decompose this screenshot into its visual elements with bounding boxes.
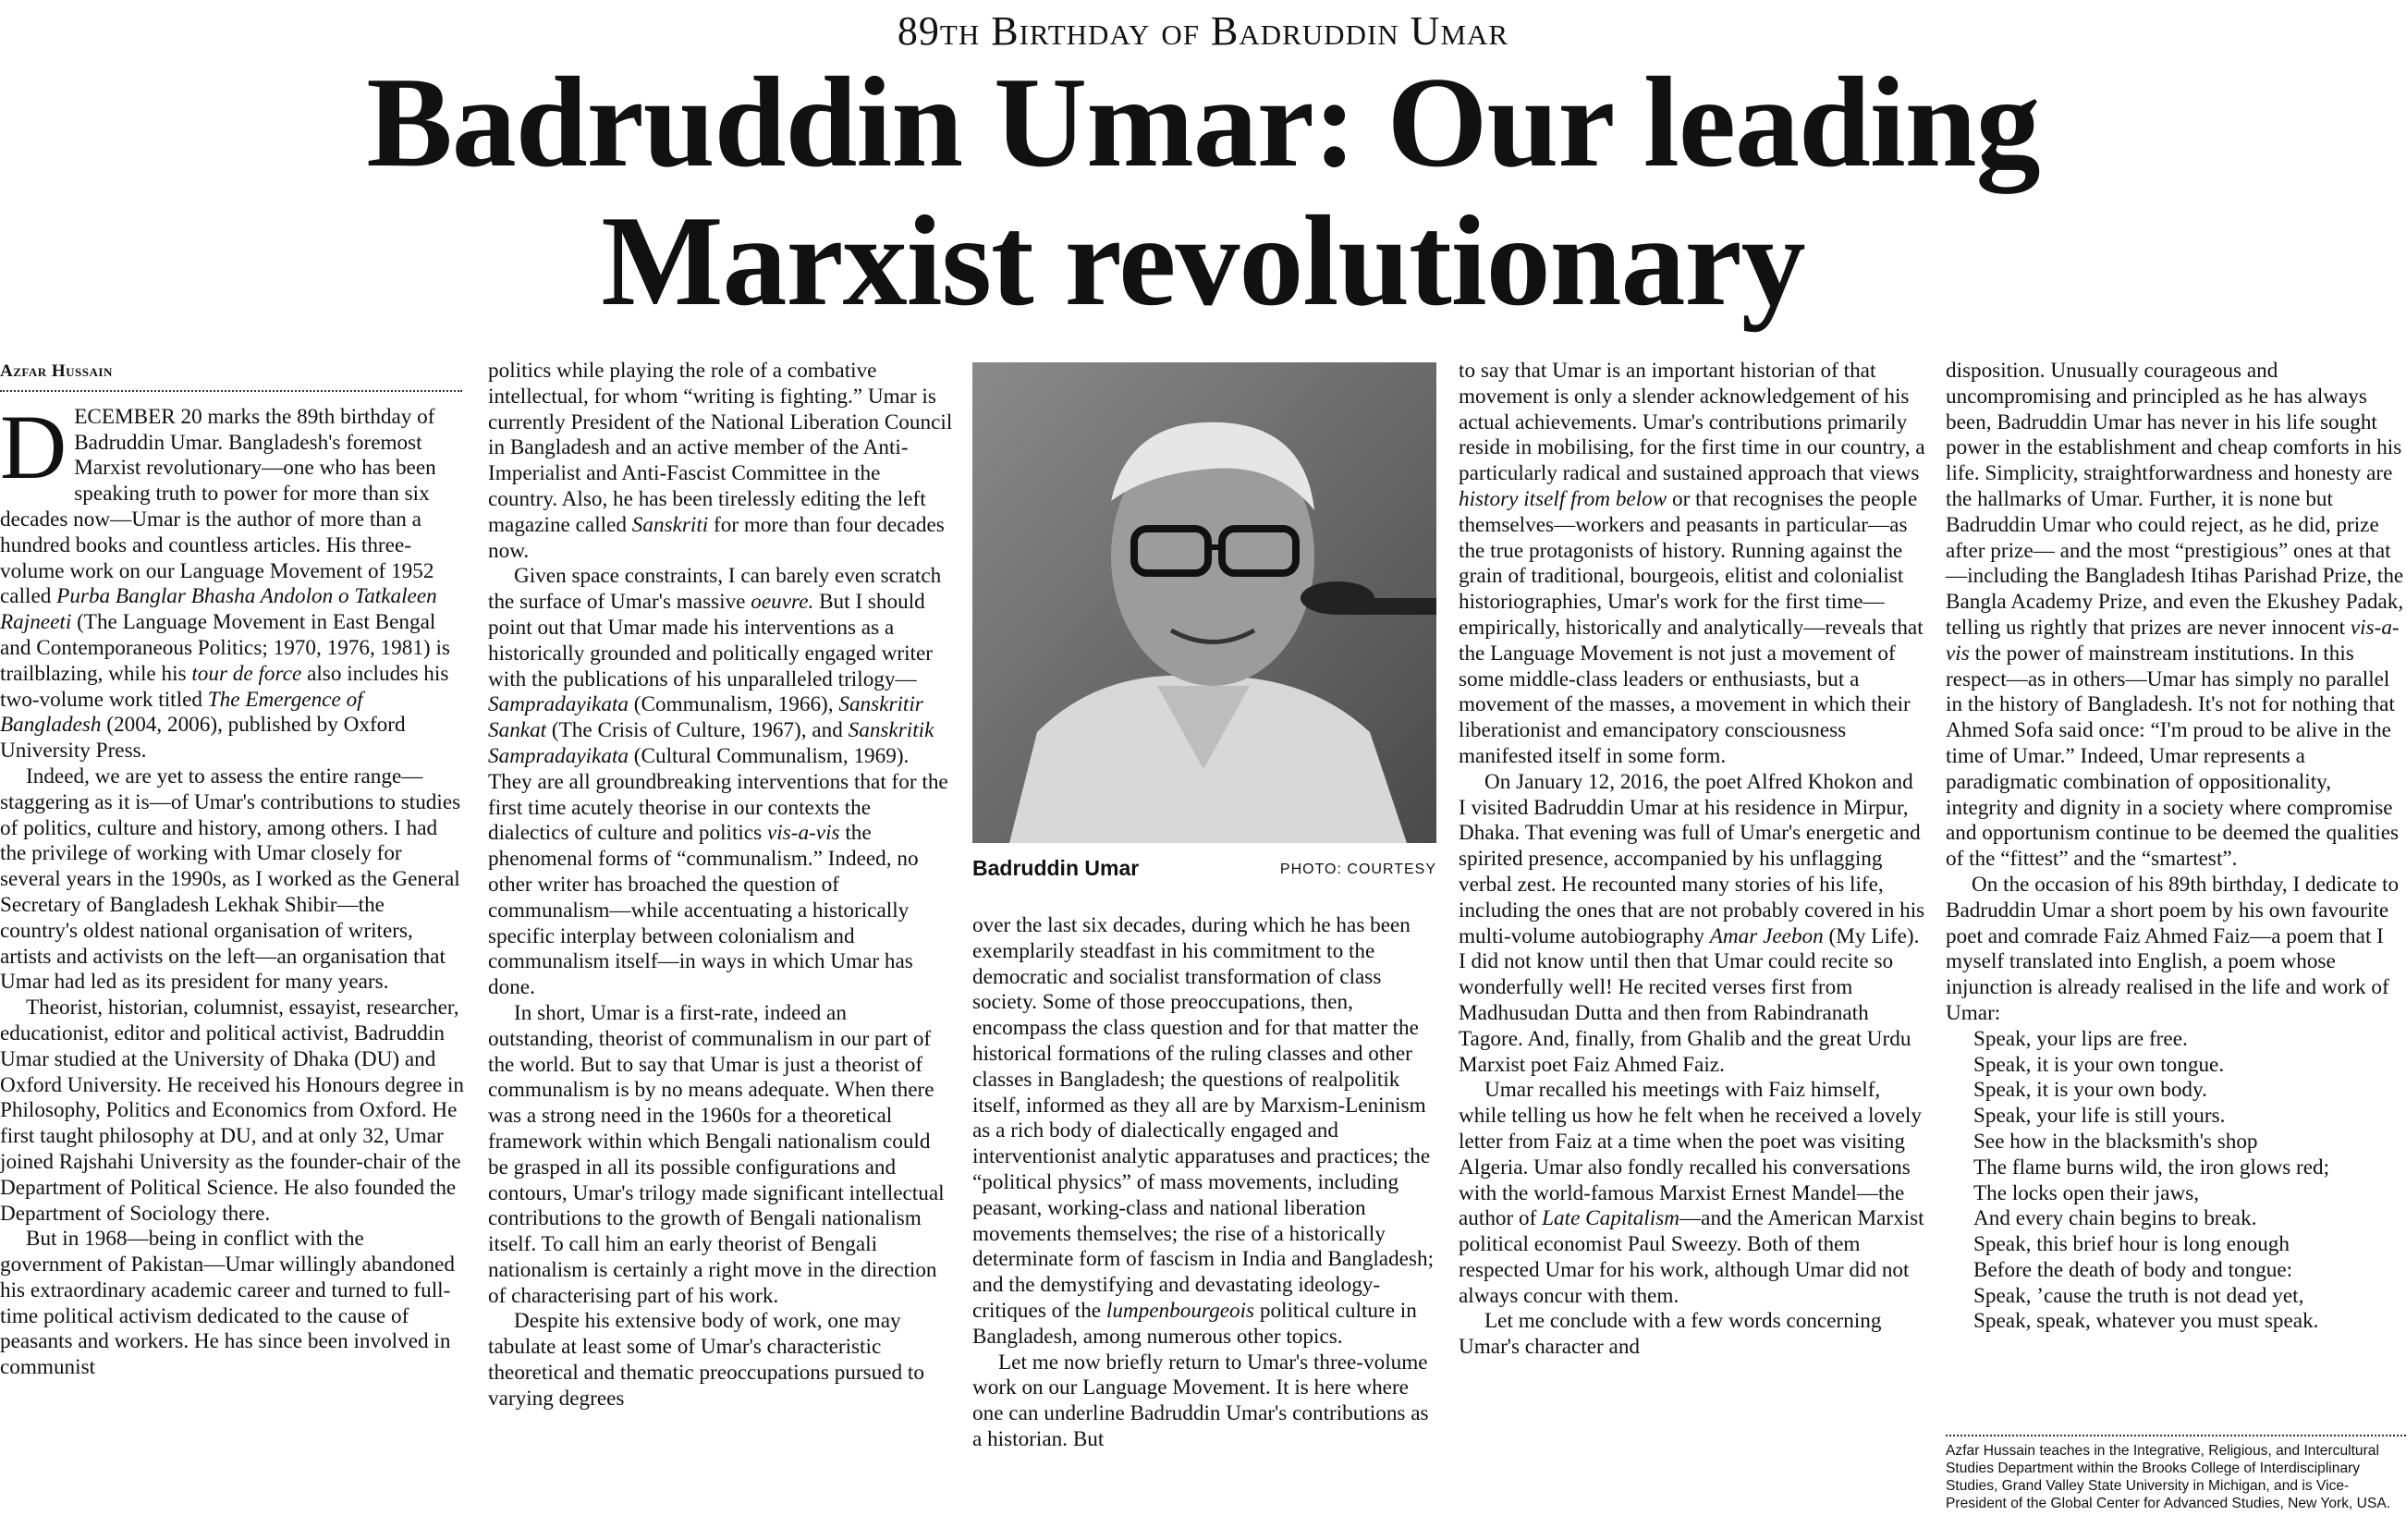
portrait-photo [972,362,1436,843]
article-column-3 [972,913,1439,1453]
paragraph: But in 1968—being in conflict with the government of Pakistan—Umar willingly abandoned his extraordinary academic career and turned to full-time political activism dedicated to the cause of peasants and workers. He has since been involved in communist [0,1227,455,1380]
poem-line: Speak, your lips are free. [1973,1026,2188,1051]
paragraph: Despite his extensive body of work, one may tabulate at least some of Umar's characteristic theoretical and thematic preoccupations pursued to varying degrees [488,1309,924,1411]
headline-line-1: Badruddin Umar: Our leading [366,51,2040,194]
paragraph: DECEMBER 20 marks the 89th birthday of Badruddin Umar. Bangladesh's foremost Marxist revolutionary—one who has been speaking truth to power for more than six decades now—Umar is the author of more than a hundred books and countless articles. His three-volume work on our Language Movement of 1952 called Purba Banglar Bhasha Andolon o Tatkaleen Rajneeti (The Language Movement in East Bengal and Contemporaneous Politics; 1970, 1976, 1981) is trailblazing, while his tour de force also includes his two-volume work titled The Emergence of Bangladesh (2004, 2006), published by Oxford University Press. [0,395,450,764]
photo-credit: PHOTO: COURTESY [1279,862,1436,877]
poem-line: Speak, this brief hour is long enough [1973,1232,2290,1257]
photo-caption [972,856,1436,881]
poem-line: Speak, speak, whatever you must speak. [1973,1309,2319,1334]
poem-line: Before the death of body and tongue: [1973,1257,2293,1282]
article-column-5 [1946,359,2406,1335]
paragraph: to say that Umar is an important historian of that movement is only a slender acknowledgement of his actual achievements. Umar's contributions primarily reside in mobilising, for the first time in our country, a particularly radical and sustained approach that views history itself from below or that recognises the people themselves—workers and peasants in particular—as the true protagonists of history. Running against the grain of traditional, bourgeois, elitist and colonialist historiographies, Umar's work for the first time—empirically, historically and analytically—reveals that the Language Movement is not just a movement of some middle-class leaders or enthusiasts, but a movement of the masses, a movement in which their liberationist and emancipatory consciousness manifested itself in some form. [1459,359,1925,768]
author-bio: Azfar Hussain teaches in the Integrative, Religious, and Intercultural Studies Department within the Brooks College of Interdisciplinary Studies, Grand Valley State University in Michigan, and is Vice-President of the Global Center for Advanced Studies, New York, USA. [1946,1435,2406,1512]
poem-line: Speak, it is your own body. [1973,1078,2207,1103]
drop-cap: D [0,395,67,498]
paragraph: Umar recalled his meetings with Faiz himself, while telling us how he felt when he received a lovely letter from Faiz at a time when the poet was visiting Algeria. Umar also fondly recalled his conversations with the world-famous Marxist Ernest Mandel—the author of Late Capitalism—and the American Marxist political economist Paul Sweezy. Both of them respected Umar for his work, although Umar did not always concur with them. [1459,1078,1924,1308]
kicker: 89th Birthday of Badruddin Umar [897,8,1509,54]
poem-line: See how in the blacksmith's shop [1973,1129,2258,1154]
paragraph: disposition. Unusually courageous and uncompromising and principled as he has always been, Badruddin Umar has never in his life sought power in the establishment and cheap comforts in his life. Simplicity, straightforwardness and honesty are the hallmarks of Umar. Further, it is none but Badruddin Umar who could reject, as he did, prize after prize— and the most “prestigious” ones at that—including the Bangladesh Itihas Parishad Prize, the Bangla Academy Prize, and even the Ekushey Padak, telling us rightly that prizes are never innocent vis-a-vis the power of mainstream institutions. In this respect—as in others—Umar has simply no parallel in the history of Bangladesh. It's not for nothing that Ahmed Sofa said once: “I'm proud to be alive in the time of Umar.” Indeed, Umar represents a paradigmatic combination of oppositionality, integrity and dignity in a society where compromise and opportunism continue to be deemed the qualities of the “fittest” and the “smartest”. [1946,359,2404,872]
poem [1973,1027,2406,1336]
poem-line: The flame burns wild, the iron glows red; [1973,1155,2330,1179]
paragraph: over the last six decades, during which he has been exemplarily steadfast in his commitment to the democratic and socialist transformation of class society. Some of those preoccupations, then, encompass the class question and for that matter the historical formations of the ruling classes and other classes in Bangladesh; the questions of realpolitik itself, informed as they all are by Marxism-Leninism as a rich body of dialectically engaged and interventionist analytic apparatuses and practices; the “political physics” of mass movements, including peasant, working-class and national liberation movements themselves; the rise of a historically determinate form of fascism in India and Bangladesh; and the demystifying and devastating ideology-critiques of the lumpenbourgeois political culture in Bangladesh, among numerous other topics. [972,913,1435,1349]
paragraph: Theorist, historian, columnist, essayist, researcher, educationist, editor and political activist, Badruddin Umar studied at the University of Dhaka (DU) and Oxford University. He received his Honours degree in Philosophy, Politics and Economics from Oxford. He first taught philosophy at DU, and at only 32, Umar joined Rajshahi University as the founder-chair of the Department of Political Science. He also founded the Department of Sociology there. [0,996,465,1226]
article-column-2 [488,359,955,1412]
caption-name: Badruddin Umar [972,856,1140,880]
poem-line: Speak, your life is still yours. [1973,1104,2226,1129]
paragraph: Let me conclude with a few words concerning Umar's character and [1459,1309,1882,1360]
paragraph: In short, Umar is a first-rate, indeed an outstanding, theorist of communalism in our part of the world. But to say that Umar is just a theorist of communalism is by no means adequate. When there was a strong need in the 1960s for a theoretical framework within which Bengali nationalism could be grasped in all its possible configurations and contours, Umar's trilogy made significant intellectual contributions to the growth of Bengali nationalism itself. To call him an early theorist of Bengali nationalism is certainly a right move in the direction of characterising part of his work. [488,1000,945,1308]
paragraph: Let me now briefly return to Umar's three-volume work on our Language Movement. It is here where one can underline Badruddin Umar's contributions as a historian. But [972,1350,1429,1451]
poem-line: Speak, ’cause the truth is not dead yet, [1973,1283,2304,1308]
poem-line: And every chain begins to break. [1973,1206,2257,1231]
headline-line-2: Marxist revolutionary [601,189,1805,333]
poem-line: Speak, it is your own tongue. [1973,1052,2225,1077]
paragraph: Indeed, we are yet to assess the entire range—staggering as it is—of Umar's contributions to studies of politics, culture and history, among others. I had the privilege of working with Umar closely for several years in the 1990s, as I worked as the General Secretary of Bangladesh Lekhak Shibir—the country's oldest national organisation of writers, artists and activists on the left—an organisation that Umar had led as its president for many years. [0,764,461,995]
byline: Azfar Hussain [0,359,462,392]
paragraph: On the occasion of his 89th birthday, I dedicate to Badruddin Umar a short poem by his own favourite poet and comrade Faiz Ahmed Faiz—a poem that I myself translated into English, a poem whose injunction is already realised in the life and work of Umar: [1946,872,2400,1025]
paragraph: On January 12, 2016, the poet Alfred Khokon and I visited Badruddin Umar at his residence in Mirpur, Dhaka. That evening was full of Umar's energetic and spirited presence, accompanied by his unflagging verbal zest. He recounted many stories of his life, including the ones that are not probably covered in his multi-volume autobiography Amar Jeebon (My Life). I did not know until then that Umar could recite so wonderfully well! He recited verses first from Madhusudan Dutta and then from Rabindranath Tagore. And, finally, from Ghalib and the great Urdu Marxist poet Faiz Ahmed Faiz. [1459,769,1925,1077]
portrait-illustration [972,362,1436,843]
headline [0,51,2406,333]
article-column-4 [1459,359,1925,1361]
article-column-1 [0,359,467,1381]
paragraph: Given space constraints, I can barely even scratch the surface of Umar's massive oeuvre. But I should point out that Umar made his interventions as a historically grounded and politically engaged writer with the publications of his unparalleled trilogy—Sampradayikata (Communalism, 1966), Sanskritir Sankat (The Crisis of Culture, 1967), and Sanskritik Sampradayikata (Cultural Communalism, 1969). They are all groundbreaking interventions that for the first time acutely theorise in our contexts the dialectics of culture and politics vis-a-vis the phenomenal forms of “communalism.” Indeed, no other writer has broached the question of communalism—while accentuating a historically specific interplay between colonialism and communalism itself—in ways in which Umar has done. [488,564,948,1000]
paragraph: politics while playing the role of a combative intellectual, for whom “writing is fighting.” Umar is currently President of the National Liberation Council in Bangladesh and an active member of the Anti-Imperialist and Anti-Fascist Committee in the country. Also, he has been tirelessly editing the left magazine called Sanskriti for more than four decades now. [488,359,953,563]
poem-line: The locks open their jaws, [1973,1180,2200,1205]
